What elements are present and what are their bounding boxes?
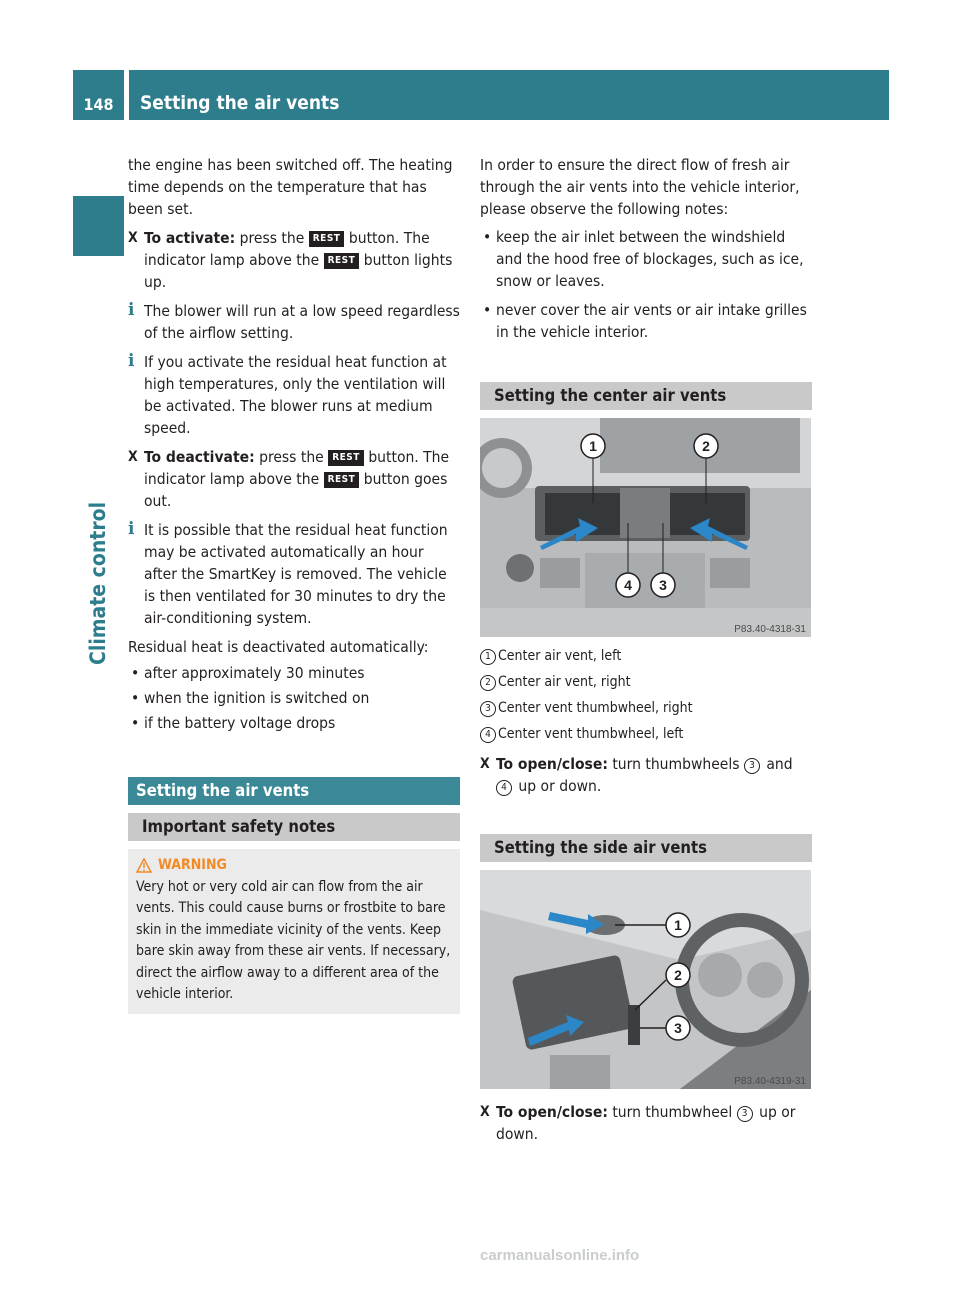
- center-vents-heading: Setting the center air vents: [480, 382, 812, 410]
- chapter-tab: [73, 196, 124, 256]
- list-item: • when the ignition is switched on: [131, 689, 370, 707]
- rest-button-icon: REST: [324, 472, 360, 488]
- warning-text: Very hot or very cold air can flow from the air vents. This could cause burns or frostbite to bare skin in the immediate vicinity of the vents. Keep bare skin away from these air vents. If necessary, direct the airflow away to a different area of the vehicle interior.: [136, 878, 451, 1002]
- list-item: • after approximately 30 minutes: [131, 664, 365, 682]
- legend-item: 3 Center vent thumbwheel, right: [480, 695, 812, 721]
- photo-code: P83.40-4318-31: [734, 624, 806, 635]
- step-arrow-icon: X: [480, 1104, 490, 1120]
- subsection-heading: Important safety notes: [128, 813, 460, 841]
- callout-4: 4: [624, 577, 632, 593]
- photo-code: P83.40-4319-31: [734, 1076, 806, 1087]
- callout-1: 1: [589, 438, 597, 454]
- watermark: carmanualsonline.info: [480, 1247, 640, 1264]
- rest-button-icon: REST: [324, 253, 360, 269]
- info-note: i If you activate the residual heat function at high temperatures, only the ventilation will be activated. The blower runs at medium speed.: [128, 351, 447, 437]
- deactivate-step: X To deactivate: press the REST button. The indicator lamp above the REST button goes out.: [128, 448, 450, 510]
- side-vents-photo: [480, 870, 811, 1089]
- callout-2: 2: [674, 967, 682, 983]
- warning-title: WARNING: [158, 857, 227, 873]
- callout-3: 3: [659, 577, 667, 593]
- rest-button-icon: REST: [309, 231, 345, 247]
- page-title: Setting the air vents: [129, 70, 889, 120]
- callout-2: 2: [702, 438, 710, 454]
- intro-text: In order to ensure the direct flow of fresh air through the air vents into the vehicle interior, please observe the following notes:: [480, 156, 800, 218]
- legend-item: 4 Center vent thumbwheel, left: [480, 721, 812, 747]
- info-note: i It is possible that the residual heat function may be activated automatically an hour after the SmartKey is removed. The vehicle is then ventilated for 30 minutes to dry the air-conditioning system.: [128, 519, 448, 627]
- info-icon: i: [128, 519, 135, 539]
- legend-item: 2 Center air vent, right: [480, 669, 812, 695]
- rest-button-icon: REST: [328, 450, 364, 466]
- side-vents-heading: Setting the side air vents: [480, 834, 812, 862]
- step-arrow-icon: X: [480, 756, 490, 772]
- list-item: • never cover the air vents or air intake grilles in the vehicle interior.: [483, 301, 807, 341]
- step-arrow-icon: X: [128, 449, 138, 465]
- info-note: i The blower will run at a low speed regardless of the airflow setting.: [128, 300, 460, 342]
- warning-box: [128, 849, 460, 1014]
- left-column: [128, 154, 460, 1014]
- chapter-label: Climate control: [86, 501, 110, 665]
- center-vents-photo: [480, 418, 811, 637]
- step-arrow-icon: X: [128, 230, 138, 246]
- info-icon: i: [128, 300, 135, 320]
- section-heading: Setting the air vents: [128, 777, 460, 805]
- activate-step: X To activate: press the REST button. The indicator lamp above the REST button lights up.: [128, 229, 453, 291]
- warning-triangle-icon: [136, 858, 152, 873]
- list-item: • keep the air inlet between the windshield and the hood free of blockages, such as ice, snow or leaves.: [483, 228, 804, 290]
- callout-1: 1: [674, 917, 682, 933]
- info-icon: i: [128, 351, 135, 371]
- list-item: • if the battery voltage drops: [131, 714, 336, 732]
- auto-off-text: Residual heat is deactivated automatically:: [128, 638, 429, 656]
- side-open-close-step: X To open/close: turn thumbwheel 3 up or down.: [480, 1103, 796, 1143]
- page-number: 148: [73, 70, 124, 120]
- callout-legend: [480, 643, 812, 747]
- legend-item: 1 Center air vent, left: [480, 643, 812, 669]
- intro-text: the engine has been switched off. The heating time depends on the temperature that has been set.: [128, 156, 453, 218]
- right-column: [480, 154, 812, 1152]
- callout-3: 3: [674, 1020, 682, 1036]
- center-open-close-step: X To open/close: turn thumbwheels 3 and 4 up or down.: [480, 755, 793, 795]
